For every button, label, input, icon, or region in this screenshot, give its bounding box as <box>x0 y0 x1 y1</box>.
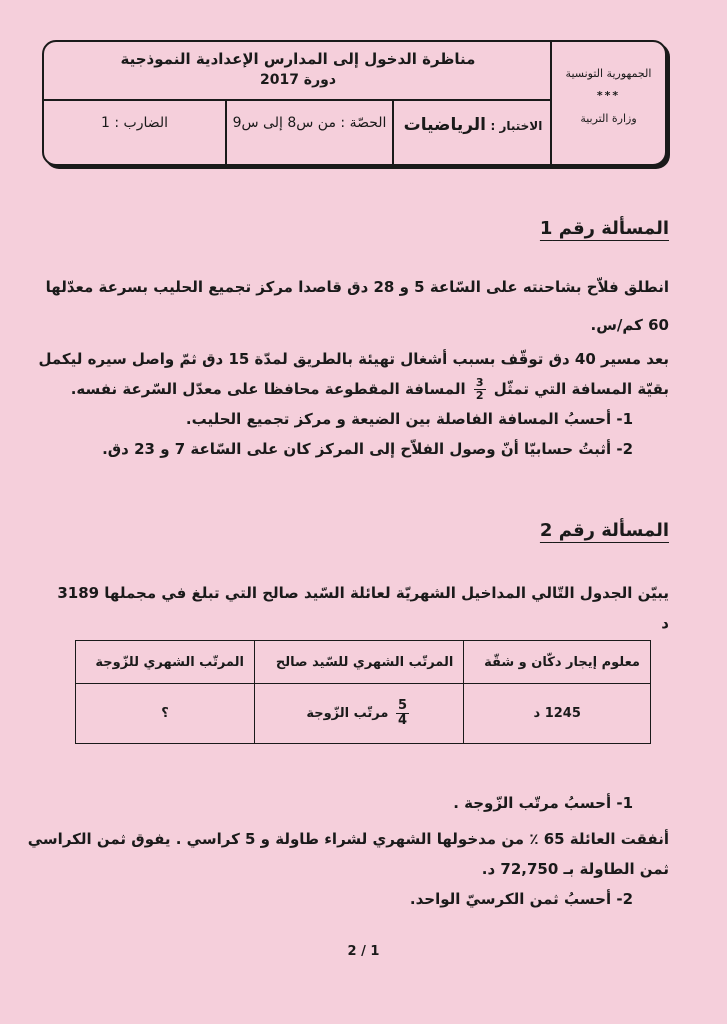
time-label: الحصّة : من س8 إلى س9 <box>232 115 387 131</box>
header-title-block <box>44 42 552 101</box>
table-header-row <box>76 641 651 684</box>
ministry-label: وزارة التربية <box>580 112 637 125</box>
problem1-line4 <box>49 374 669 404</box>
subject-text <box>394 115 552 135</box>
table-row <box>76 684 651 744</box>
salary-text: مرتّب الزّوجة <box>306 706 389 721</box>
problem1-line1: انطلق فلاّح بشاحنته على السّاعة 5 و 28 دق قاصدا مركز تجميع الحليب بسرعة معدّلها <box>45 278 669 296</box>
country-label: الجمهورية التونسية <box>565 67 652 80</box>
problem1-line2: 60 كم/س. <box>590 316 669 334</box>
problem1-line3: بعد مسير 40 دق توقّف بسبب أشغال تهيئة بالطريق لمدّة 15 دق ثمّ واصل سيره ليكمل <box>38 350 669 368</box>
page-number: 2 / 1 <box>347 944 380 959</box>
coef-cell <box>44 101 225 164</box>
exam-header <box>42 40 667 166</box>
rent-cell: 1245 د <box>464 684 651 744</box>
fraction-5-4 <box>396 699 409 728</box>
coef-label: الضارب : 1 <box>100 115 169 131</box>
problem1-line4-b: المسافة المقطوعة محافظا على معدّل السّرعة نفسه. <box>70 380 466 398</box>
salary-cell <box>254 684 463 744</box>
problem2-line-b: ثمن الطاولة بـ 72,750 د. <box>481 860 669 878</box>
table-header-cell: المرتّب الشهري للسّيد صالح <box>254 641 463 684</box>
exam-title: مناظرة الدخول إلى المدارس الإعدادية النموذجية <box>120 50 476 68</box>
header-ministry-block <box>550 42 665 164</box>
problem2-line-a: أنفقت العائلة 65 ٪ من مدخولها الشهري لشراء طاولة و 5 كراسي . يفوق ثمن الكراسي <box>27 830 669 848</box>
problem1-line4-a: بقيّة المسافة التي تمثّل <box>493 380 669 398</box>
fraction-numerator: 5 <box>397 698 407 713</box>
problem2-text <box>27 788 669 914</box>
fraction-denominator: 2 <box>475 389 484 402</box>
stars-label: *** <box>596 89 621 102</box>
income-table <box>75 640 651 744</box>
problem2-title: المسألة رقم 2 <box>539 520 669 541</box>
exam-session: دورة 2017 <box>259 72 337 88</box>
problem1-question1: 1- أحسبُ المسافة الفاصلة بين الضيعة و مركز تجميع الحليب. <box>185 410 633 428</box>
subject-label: الاختبار : <box>490 119 543 133</box>
time-cell <box>225 101 392 164</box>
subject-value: الرياضيات <box>403 115 487 135</box>
table-header-cell: معلوم إيجار دكّان و شقّة <box>464 641 651 684</box>
problem1-title: المسألة رقم 1 <box>539 218 669 239</box>
problem2-intro: يبيّن الجدول التّالي المداخيل الشهريّة لعائلة السّيد صالح التي تبلغ في مجملها 3189 د <box>57 584 669 632</box>
table-header-cell: المرتّب الشهري للزّوجة <box>76 641 255 684</box>
problem1-question2: 2- أثبتُ حسابيّا أنّ وصول الفلاّح إلى المركز كان على السّاعة 7 و 23 دق. <box>102 440 633 458</box>
fraction-denominator: 4 <box>397 713 407 728</box>
problem1-text <box>38 272 669 464</box>
wife-salary-cell: ؟ <box>76 684 255 744</box>
header-info-row <box>44 101 552 164</box>
problem2-question1: 1- أحسبُ مرتّب الزّوجة . <box>453 794 633 812</box>
problem2-question2: 2- أحسبُ ثمن الكرسيّ الواحد. <box>409 890 633 908</box>
fraction-3-2 <box>474 377 486 402</box>
subject-cell <box>392 101 552 164</box>
fraction-numerator: 3 <box>475 376 484 389</box>
